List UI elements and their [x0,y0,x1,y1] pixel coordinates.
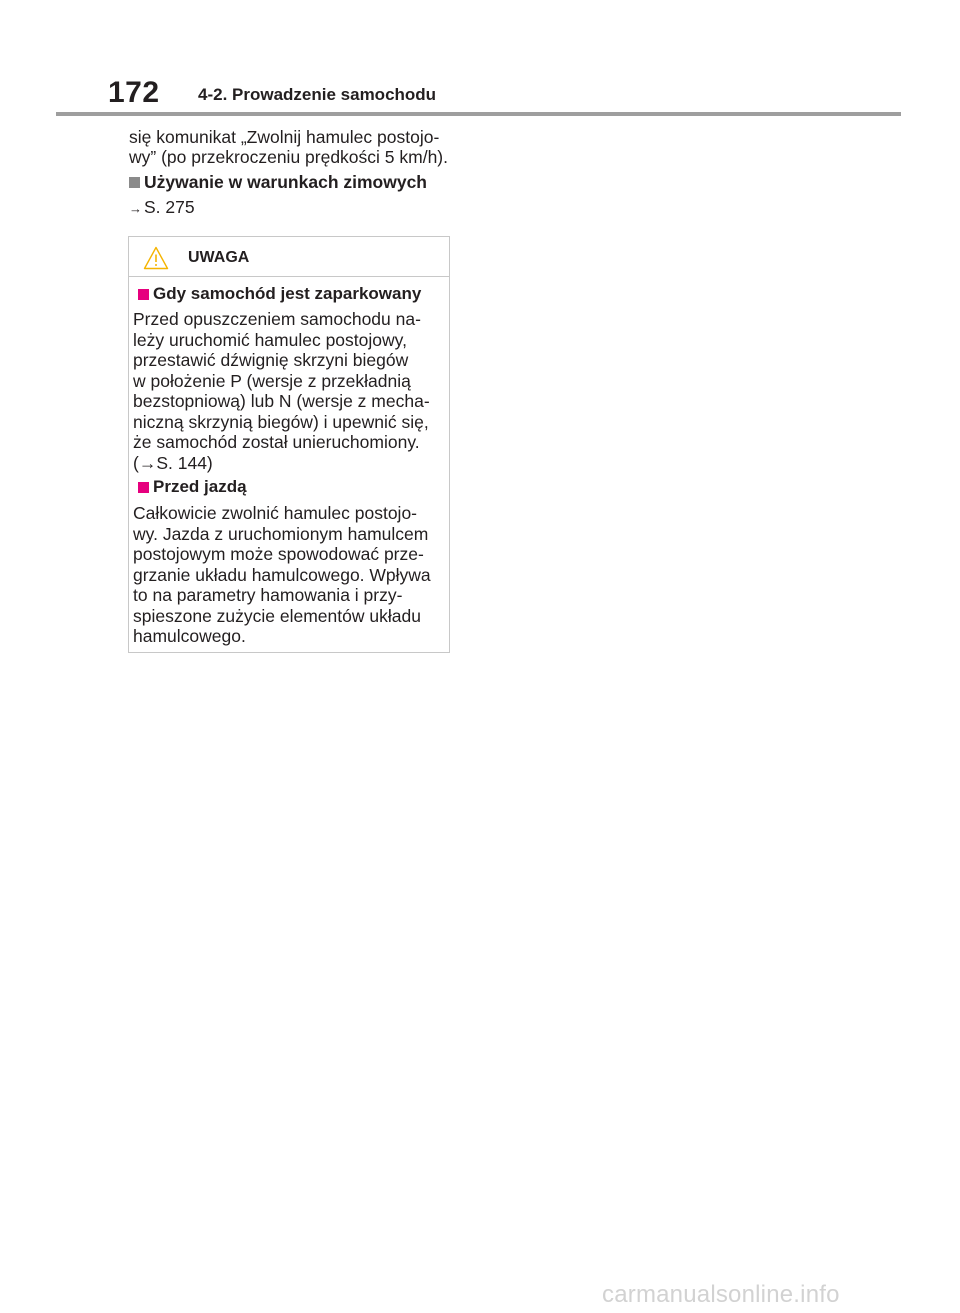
warning-box [128,236,450,653]
text-line: wy. Jazda z uruchomionym hamulcem [133,523,429,544]
text-line: leży uruchomić hamulec postojowy, [133,329,407,350]
text-line: Przed opuszczeniem samochodu na- [133,309,421,329]
winter-reference[interactable] [129,197,195,218]
watermark-text: carmanualsonline.info [602,1281,840,1308]
square-bullet-icon [138,482,149,493]
warning-section-heading [138,477,247,497]
warning-section-heading [138,284,421,304]
square-bullet-icon [138,289,149,300]
warning-section-heading-text: Przed jazdą [153,477,247,496]
page-header [0,0,960,118]
text-line: bezstopniową) lub N (wersje z mecha- [133,391,430,411]
intro-paragraph [129,127,459,167]
header-divider [56,112,901,116]
section-title: 4-2. Prowadzenie samochodu [198,85,437,104]
text-line: hamulcowego. [133,626,246,646]
text-line: Całkowicie zwolnić hamulec postojo- [133,503,418,523]
text-line: że samochód został unieruchomiony. [133,432,420,452]
warning-section-text [133,503,449,647]
arrow-right-icon: → [129,201,142,216]
text-line: grzanie układu hamulcowego. Wpływa [133,564,431,585]
intro-line: wy” (po przekroczeniu prędkości 5 km/h). [129,147,448,167]
winter-heading-text: Używanie w warunkach zimowych [144,172,427,192]
warning-section-heading-text: Gdy samochód jest zaparkowany [153,284,422,303]
warning-section-text [133,309,449,473]
warning-triangle-icon [143,246,169,270]
reference-link[interactable]: S. 275 [144,197,195,217]
intro-line: się komunikat „Zwolnij hamulec postojo- [129,127,440,147]
winter-heading [129,172,427,193]
page-number: 172 [108,76,160,109]
warning-label: UWAGA [188,249,250,266]
text-line: przestawić dźwignię skrzyni biegów [133,350,409,370]
text-line: postojowym może spowodować prze- [133,544,424,564]
text-line: niczną skrzynią biegów) i upewnić się, [133,411,429,432]
text-line: w położenie P (wersje z przekładnią [133,370,411,391]
square-bullet-icon [129,177,140,188]
text-line: to na parametry hamowania i przy- [133,585,403,605]
warning-header [129,237,449,277]
text-line: spieszone zużycie elementów układu [133,605,421,626]
reference-line[interactable]: (→S. 144) [133,452,213,473]
